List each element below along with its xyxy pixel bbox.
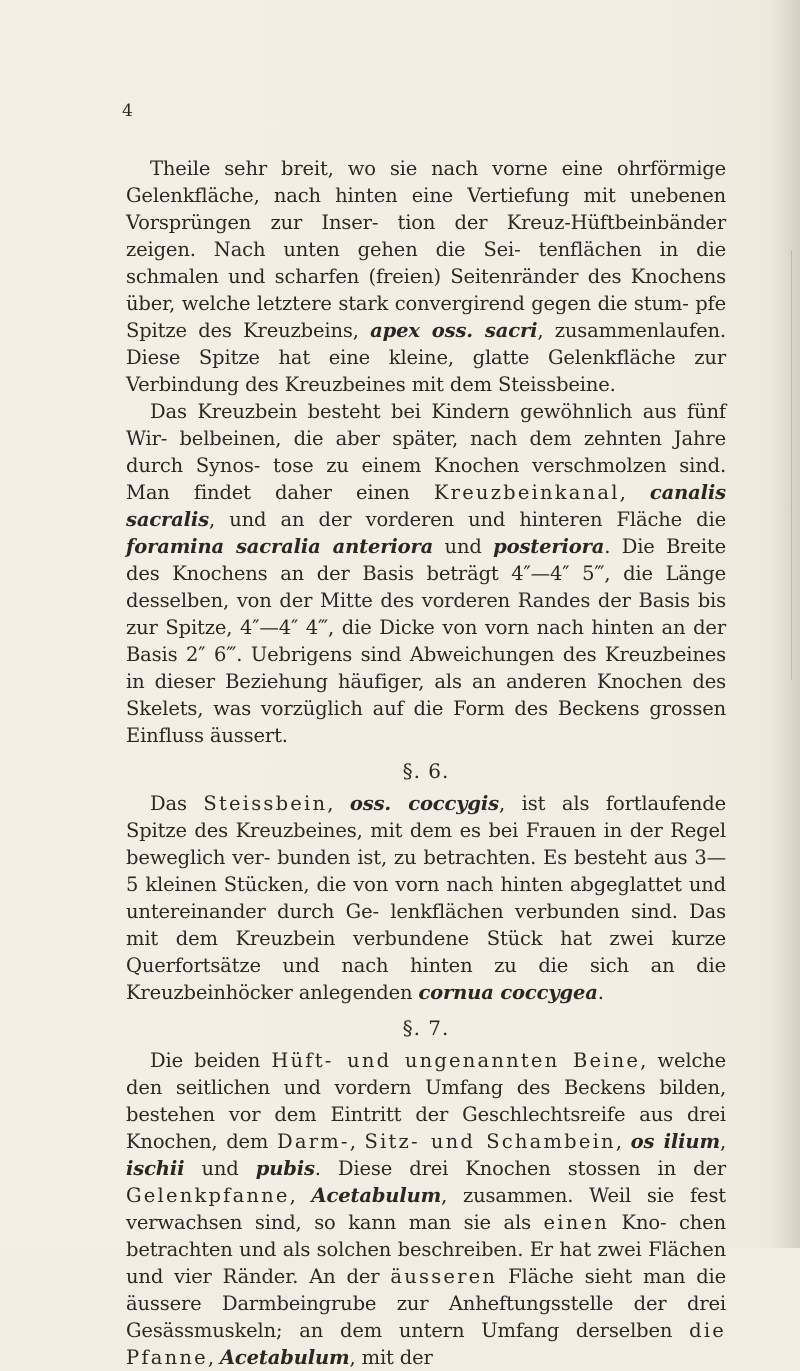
page-number: 4 <box>122 101 133 121</box>
page-edge-shadow <box>770 0 800 1248</box>
spaced-term: Steissbein <box>203 792 328 815</box>
text-run: , und an der vorderen und hinteren Fläche die <box>209 508 726 531</box>
spaced-term: Darm- <box>277 1130 350 1153</box>
latin-term: posteriora <box>493 535 605 558</box>
text-run: , zusammenlaufen. Diese Spitze hat eine kleine, glatte Gelenkfläche zur Verbindung des Kreuzbeines mit dem Steissbeine. <box>126 319 726 396</box>
text-run: Fläche sieht man die äussere Darmbeingrube zur Anheftungsstelle der drei Gesässmuskeln; an dem untern Umfang derselben <box>126 1265 727 1342</box>
text-run: und <box>433 535 494 558</box>
text-run: Kno- chen betrachten und als solchen beschreiben. Er hat zwei Flächen und vier Ränder. An der <box>126 1211 726 1288</box>
text-run: , zusammen. Weil sie fest verwachsen sind, so kann man sie als <box>126 1184 726 1234</box>
latin-term: ischii <box>126 1157 185 1180</box>
text-run: , <box>719 1130 726 1153</box>
spaced-term: Hüft- und ungenannten Beine <box>271 1049 641 1072</box>
section-heading: §. 6. <box>402 759 450 783</box>
text-run: Die beiden <box>150 1049 272 1072</box>
latin-term: Acetabulum <box>311 1184 442 1207</box>
paragraph <box>126 155 726 398</box>
text-run: , welche den seitlichen und vordern Umfang des Beckens bilden, bestehen vor dem Eintritt der Geschlechtsreife aus drei Knochen, dem <box>126 1049 727 1153</box>
page-edge-line <box>791 250 792 680</box>
latin-term: foramina sacralia anteriora <box>126 535 434 558</box>
spaced-term: Gelenkpfanne <box>126 1184 290 1207</box>
text-run: , <box>349 1130 365 1153</box>
text-run: , <box>289 1184 312 1207</box>
text-run: Theile sehr breit, wo sie nach vorne eine ohrförmige Gelenkfläche, nach hinten eine Vertiefung mit unebenen Vorsprüngen zur Inser- tion der Kreuz-Hüftbeinbänder zeigen. Nach unten gehen die Sei- tenflächen in die schmalen und scharfen (freien) Seitenränder des Knochens über, welche letztere stark convergirend gegen die stum- pfe Spitze des Kreuzbeins, <box>126 157 726 342</box>
text-run: , ist als fortlaufende Spitze des Kreuzbeines, mit dem es bei Frauen in der Regel beweglich ver- bunden ist, zu betrachten. Es besteht aus 3—5 kleinen Stücken, die von vorn nach hinten abgeglattet und untereinander durch Ge- lenkflächen verbunden sind. Das mit dem Kreuzbein verbundene Stück hat zwei kurze Querfortsätze und nach hinten zu die sich an die Kreuzbeinhöcker anlegenden <box>126 792 726 1004</box>
text-run: , <box>207 1346 220 1369</box>
text-run: , <box>327 792 350 815</box>
spaced-term: äusseren <box>390 1265 498 1288</box>
text-run: , <box>619 481 650 504</box>
text-run: , mit der <box>349 1346 433 1369</box>
latin-term: canalis sacralis <box>126 481 726 531</box>
spaced-term: Sitz- und Schambein <box>364 1130 616 1153</box>
text-run: Das Kreuzbein besteht bei Kindern gewöhnlich aus fünf Wir- belbeinen, die aber später, nach dem zehnten Jahre durch Synos- tose zu einem Knochen verschmolzen sind. Man findet daher einen <box>126 400 726 504</box>
paragraph <box>126 398 726 749</box>
spaced-term: einen <box>543 1211 609 1234</box>
text-run: . Die Breite des Knochens an der Basis beträgt 4″—4″ 5‴, die Länge desselben, von der Mitte des vorderen Randes der Basis bis zur Spitze, 4″—4″ 4‴, die Dicke von vorn nach hinten an der Basis 2″ 6‴. Uebrigens sind Abweichungen des Kreuzbeines in dieser Beziehung häufiger, als an anderen Knochen des Skelets, was vorzüglich auf die Form des Beckens grossen Einfluss äussert. <box>126 535 727 747</box>
text-run: Das <box>150 792 204 815</box>
text-run: . Diese drei Knochen stossen in der <box>314 1157 727 1180</box>
paragraph <box>126 1047 726 1371</box>
latin-term: oss. coccygis <box>349 792 500 815</box>
paragraph <box>126 790 726 1006</box>
latin-term: os ilium <box>630 1130 720 1153</box>
spaced-term: Kreuzbeinkanal <box>433 481 620 504</box>
text-run: , <box>615 1130 631 1153</box>
body-text <box>126 155 726 1371</box>
text-run: . <box>597 981 604 1004</box>
section-heading: §. 7. <box>402 1016 450 1040</box>
latin-term: Acetabulum <box>219 1346 350 1369</box>
latin-term: cornua coccygea <box>418 981 598 1004</box>
latin-term: apex oss. sacri <box>370 319 538 342</box>
text-run: und <box>184 1157 256 1180</box>
spaced-term: die Pfanne <box>126 1319 726 1369</box>
latin-term: pubis <box>255 1157 315 1180</box>
